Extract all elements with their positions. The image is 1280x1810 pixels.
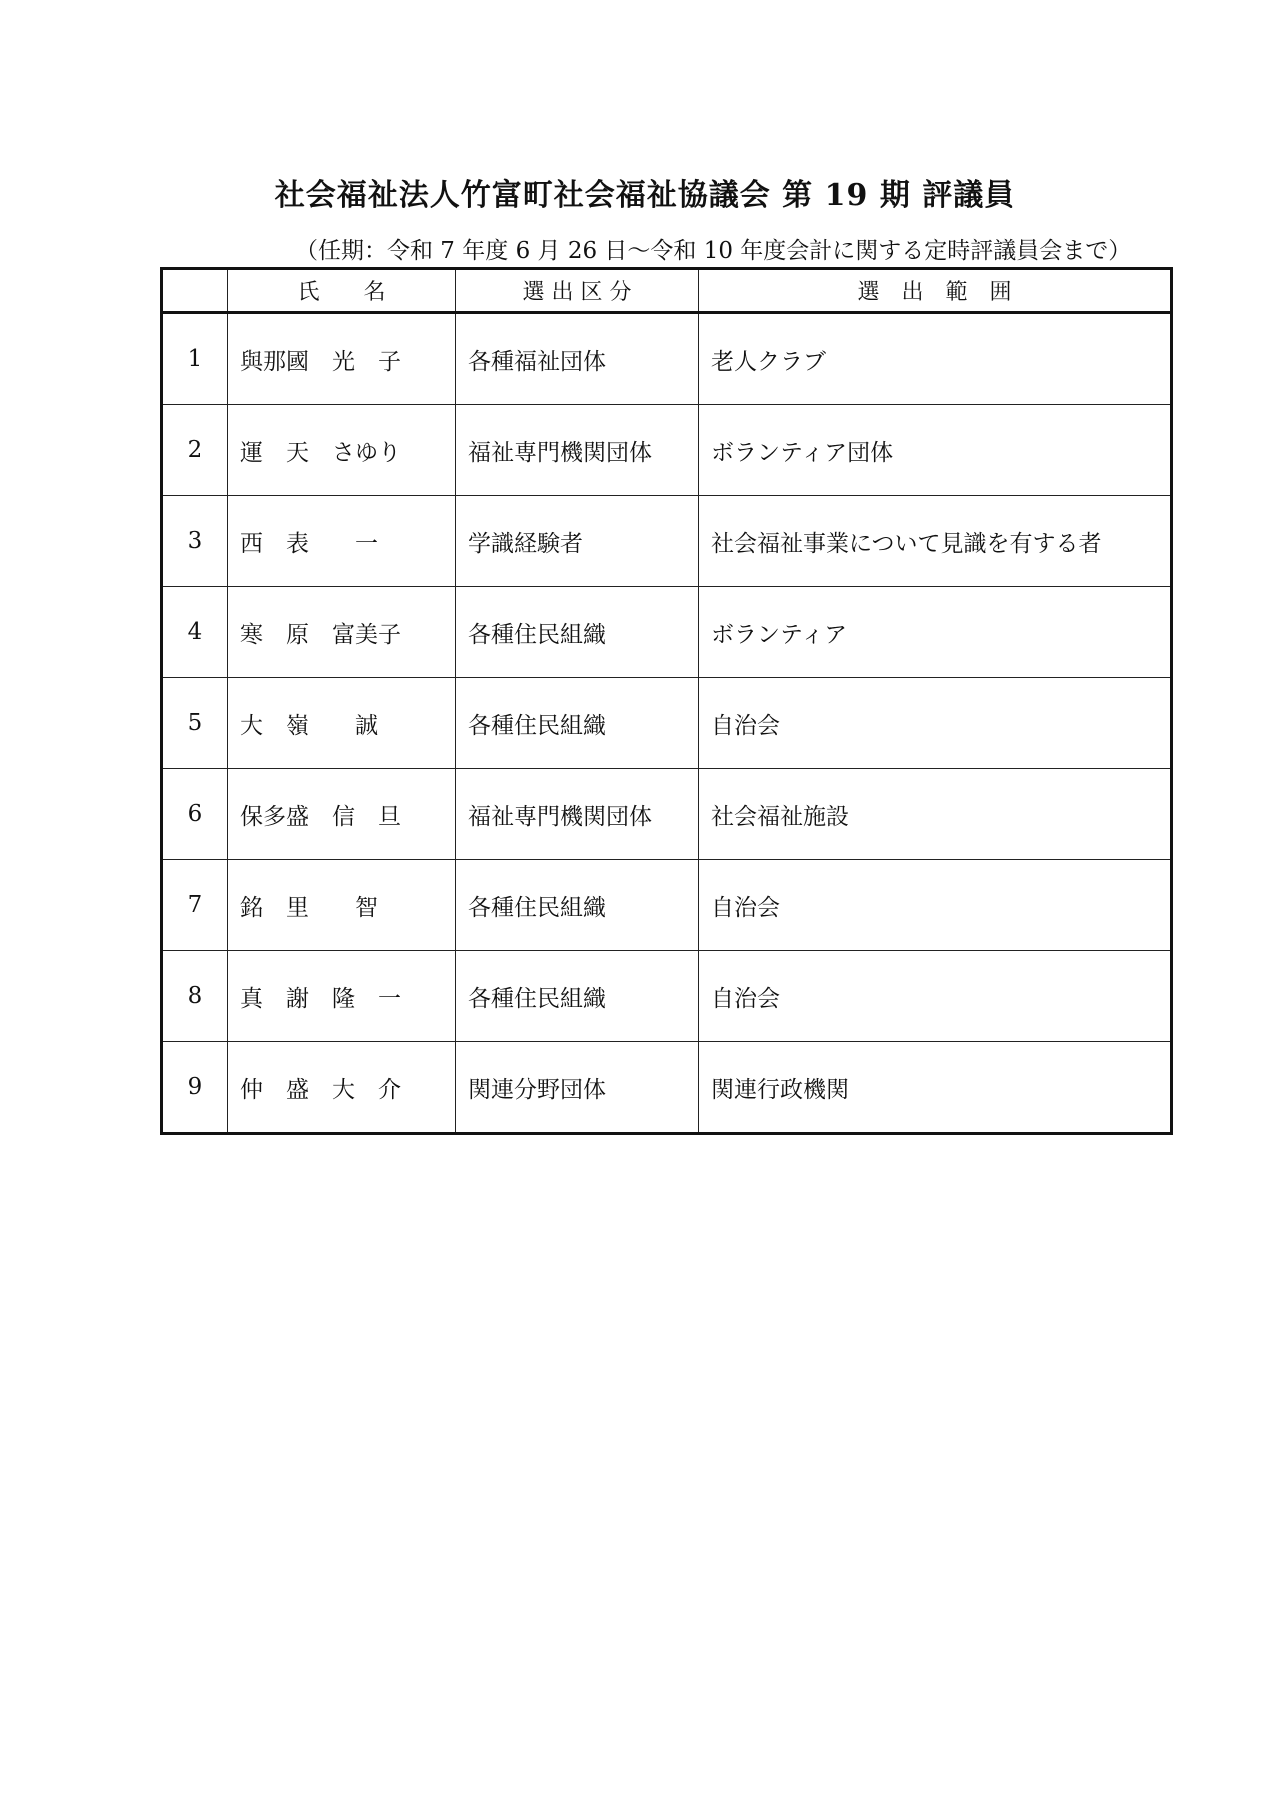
table-row bbox=[162, 860, 1172, 951]
document-title: 社会福祉法人竹富町社会福祉協議会 第 19 期 評議員 bbox=[274, 178, 1016, 213]
councilor-name: 大 嶺 誠 bbox=[228, 678, 456, 769]
table-row bbox=[162, 587, 1172, 678]
table-header-row bbox=[162, 269, 1172, 313]
councilor-name: 西 表 一 bbox=[228, 496, 456, 587]
councilor-name: 真 謝 隆 一 bbox=[228, 951, 456, 1042]
councilor-name: 銘 里 智 bbox=[228, 860, 456, 951]
selection-category: 福祉専門機関団体 bbox=[456, 405, 699, 496]
selection-scope: 関連行政機関 bbox=[699, 1042, 1172, 1134]
councilor-name: 寒 原 富美子 bbox=[228, 587, 456, 678]
table-row bbox=[162, 678, 1172, 769]
selection-category: 各種住民組織 bbox=[456, 587, 699, 678]
selection-scope: 社会福祉事業について見識を有する者 bbox=[699, 496, 1172, 587]
row-number: 3 bbox=[162, 496, 228, 587]
row-number: 9 bbox=[162, 1042, 228, 1134]
selection-scope: 自治会 bbox=[699, 678, 1172, 769]
header-scope: 選 出 範 囲 bbox=[699, 269, 1172, 313]
councilor-name: 運 天 さゆり bbox=[228, 405, 456, 496]
selection-scope: 自治会 bbox=[699, 860, 1172, 951]
selection-category: 関連分野団体 bbox=[456, 1042, 699, 1134]
selection-category: 各種住民組織 bbox=[456, 951, 699, 1042]
row-number: 6 bbox=[162, 769, 228, 860]
table-row bbox=[162, 951, 1172, 1042]
selection-scope: 社会福祉施設 bbox=[699, 769, 1172, 860]
header-name: 氏 名 bbox=[228, 269, 456, 313]
selection-scope: ボランティア bbox=[699, 587, 1172, 678]
selection-scope: ボランティア団体 bbox=[699, 405, 1172, 496]
row-number: 4 bbox=[162, 587, 228, 678]
table-row bbox=[162, 313, 1172, 405]
councilor-name: 與那國 光 子 bbox=[228, 313, 456, 405]
selection-category: 各種住民組織 bbox=[456, 678, 699, 769]
header-category: 選 出 区 分 bbox=[456, 269, 699, 313]
row-number: 1 bbox=[162, 313, 228, 405]
selection-category: 福祉専門機関団体 bbox=[456, 769, 699, 860]
selection-scope: 自治会 bbox=[699, 951, 1172, 1042]
selection-category: 各種住民組織 bbox=[456, 860, 699, 951]
selection-category: 学識経験者 bbox=[456, 496, 699, 587]
table-row bbox=[162, 405, 1172, 496]
councilor-name: 保多盛 信 旦 bbox=[228, 769, 456, 860]
selection-category: 各種福祉団体 bbox=[456, 313, 699, 405]
row-number: 7 bbox=[162, 860, 228, 951]
selection-scope: 老人クラブ bbox=[699, 313, 1172, 405]
councilor-table bbox=[160, 267, 1173, 1135]
table-row bbox=[162, 1042, 1172, 1134]
row-number: 2 bbox=[162, 405, 228, 496]
row-number: 8 bbox=[162, 951, 228, 1042]
header-number bbox=[162, 269, 228, 313]
table-row bbox=[162, 496, 1172, 587]
row-number: 5 bbox=[162, 678, 228, 769]
table-row bbox=[162, 769, 1172, 860]
term-of-office: （任期：令和 7 年度 6 月 26 日～令和 10 年度会計に関する定時評議員会まで） bbox=[295, 238, 1132, 264]
councilor-name: 仲 盛 大 介 bbox=[228, 1042, 456, 1134]
